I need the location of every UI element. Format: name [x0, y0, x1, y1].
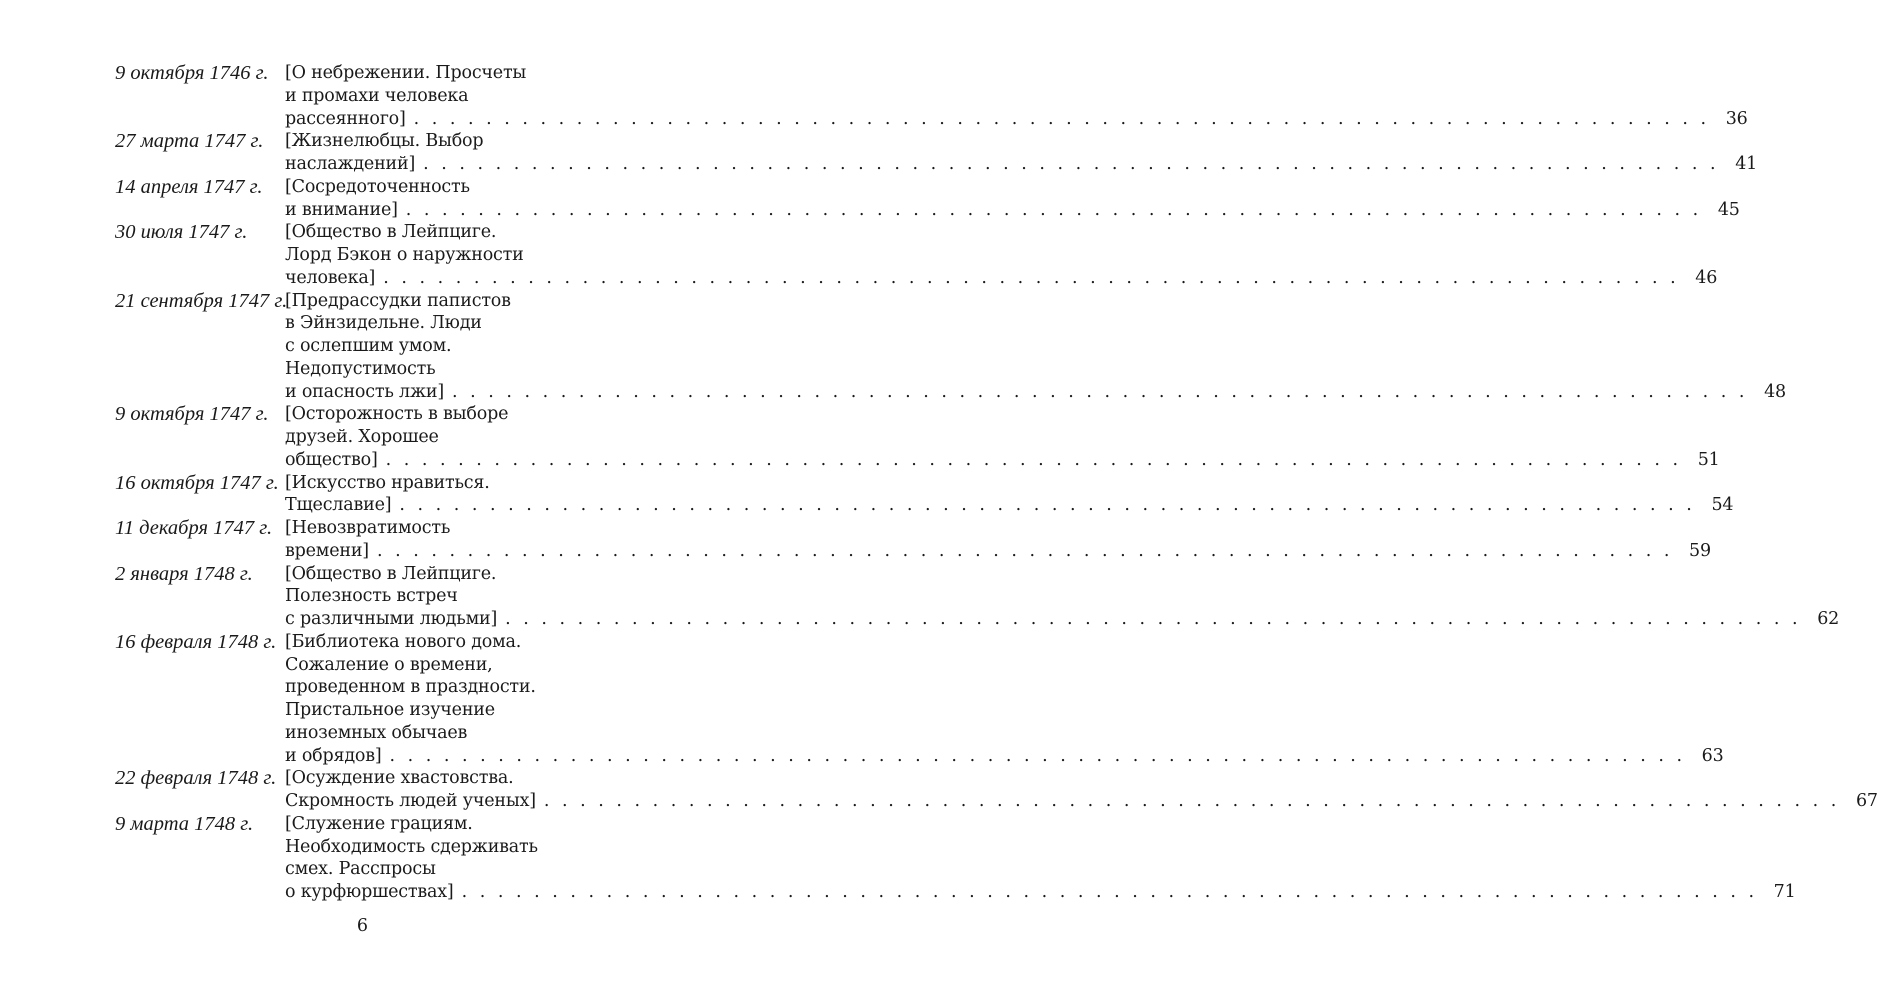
- entry-content: [285, 403, 1720, 471]
- entry-content: [285, 176, 1740, 222]
- entry-last-line: [285, 881, 1796, 904]
- entry-title-line: Пристальное изучение: [285, 700, 495, 720]
- dot-leader: [462, 881, 1758, 904]
- entry-title-line: Сожаление о времени,: [285, 654, 493, 675]
- entry-page-number: 63: [1701, 745, 1724, 766]
- entry-last-line: [285, 449, 1720, 472]
- entry-date: 22 февраля 1748 г.: [115, 767, 277, 790]
- entry-date: 9 октября 1747 г.: [115, 403, 269, 426]
- dot-leader: [505, 608, 1801, 631]
- entry-date: 9 октября 1746 г.: [115, 62, 269, 84]
- entry-content: [285, 62, 1748, 130]
- entry-title-line: [Служение грациям.: [285, 813, 473, 834]
- entry-title-line: и опасность лжи]: [285, 381, 444, 402]
- dot-leader: [406, 199, 1702, 222]
- entry-date: 11 декабря 1747 г.: [115, 517, 273, 539]
- entry-title-line: проведенном в праздности.: [285, 677, 536, 698]
- entry-title-line: [Искусство нравиться.: [285, 472, 490, 493]
- entry-content: [285, 472, 1733, 518]
- entry-title-line: друзей. Хорошее: [285, 427, 439, 447]
- entry-title-line: [Предрассудки папистов: [285, 290, 511, 311]
- entry-last-line: [285, 790, 1878, 813]
- dot-leader: [399, 494, 1695, 517]
- entry-date: 2 января 1748 г.: [115, 562, 253, 585]
- entry-title-line: общество]: [285, 449, 378, 470]
- entry-date: 27 марта 1747 г.: [115, 130, 264, 153]
- entry-last-line: [285, 108, 1748, 131]
- entry-title-line: в Эйнзидельне. Люди: [285, 313, 482, 334]
- toc-entry: [115, 471, 1734, 518]
- entry-last-line: [285, 381, 1786, 404]
- entry-last-line: [285, 608, 1839, 631]
- entry-page-number: 59: [1689, 540, 1711, 561]
- entry-title-line: [Общество в Лейпциге.: [285, 563, 497, 584]
- entry-date: 30 июля 1747 г.: [115, 221, 248, 244]
- dot-leader: [383, 267, 1679, 290]
- entry-last-line: [285, 153, 1757, 176]
- entry-title-line: смех. Расспросы: [285, 859, 436, 880]
- dot-leader: [423, 153, 1719, 176]
- entry-title-line: [Невозвратимость: [285, 518, 451, 538]
- entry-title-line: иноземных обычаев: [285, 722, 468, 743]
- dot-leader: [452, 381, 1748, 404]
- entry-last-line: [285, 199, 1740, 222]
- entry-title-line: рассеянного]: [285, 108, 406, 129]
- page-number: 6: [356, 916, 369, 936]
- entry-title-line: [Жизнелюбцы. Выбор: [285, 131, 484, 152]
- entry-title-line: с различными людьми]: [285, 609, 498, 629]
- entry-title-line: Недопустимость: [285, 358, 436, 379]
- entry-page-number: 45: [1717, 199, 1740, 220]
- toc-entry: [115, 517, 1711, 563]
- dot-leader: [386, 449, 1682, 472]
- toc-entry: [115, 289, 1786, 404]
- entry-content: [285, 221, 1717, 289]
- entry-content: [285, 517, 1711, 563]
- entry-title-line: времени]: [285, 540, 369, 561]
- entry-title-line: [Общество в Лейпциге.: [285, 222, 497, 243]
- entry-title-line: Скромность людей ученых]: [285, 791, 536, 811]
- dot-leader: [414, 108, 1710, 131]
- entry-content: [285, 290, 1786, 404]
- entry-content: [285, 563, 1839, 631]
- entry-title-line: [О небрежении. Просчеты: [285, 63, 527, 83]
- entry-title-line: Необходимость сдерживать: [285, 836, 538, 857]
- entry-title-line: [Сосредоточенность: [285, 176, 470, 197]
- entry-date: 21 сентября 1747 г.: [115, 289, 288, 312]
- entry-title-line: Лорд Бэкон о наружности: [285, 245, 524, 265]
- entry-title-line: человека]: [285, 267, 376, 288]
- toc-entry: [115, 403, 1720, 471]
- entry-date: 14 апреля 1747 г.: [115, 175, 263, 198]
- entry-last-line: [285, 540, 1711, 563]
- entry-page-number: 41: [1735, 154, 1758, 174]
- toc-entry: [115, 562, 1840, 631]
- entry-page-number: 46: [1695, 267, 1718, 288]
- dot-leader: [377, 540, 1673, 563]
- entry-page-number: 67: [1855, 791, 1878, 811]
- dot-leader: [544, 790, 1840, 813]
- entry-title-line: о курфюршествах]: [285, 882, 454, 902]
- entry-title-line: Тщеславие]: [285, 495, 392, 516]
- entry-content: [285, 130, 1757, 176]
- toc-entry: [115, 221, 1718, 289]
- toc-entry: [115, 767, 1878, 813]
- toc-entry: [115, 175, 1740, 222]
- entry-date: 16 октября 1747 г.: [115, 471, 279, 494]
- entry-title-line: Полезность встреч: [285, 586, 458, 607]
- entry-content: [285, 767, 1878, 813]
- toc-entry: [115, 812, 1796, 904]
- entry-title-line: [Осторожность в выборе: [285, 404, 509, 425]
- entry-title-line: и обрядов]: [285, 745, 382, 766]
- entry-content: [285, 631, 1724, 768]
- entry-page-number: 71: [1773, 882, 1796, 902]
- toc-entry: [115, 62, 1748, 130]
- entry-page-number: 51: [1697, 449, 1720, 470]
- entry-title-line: наслаждений]: [285, 154, 416, 174]
- entry-page-number: 62: [1817, 609, 1840, 629]
- entry-title-line: с ослепшим умом.: [285, 336, 452, 356]
- entry-title-line: и промахи человека: [285, 85, 469, 106]
- entry-page-number: 48: [1764, 381, 1786, 402]
- toc-entry: [115, 630, 1724, 768]
- table-of-contents: [115, 62, 1878, 904]
- entry-last-line: [285, 267, 1717, 290]
- entry-page-number: 54: [1711, 495, 1734, 516]
- entry-title-line: [Библиотека нового дома.: [285, 631, 522, 652]
- entry-title-line: [Осуждение хвастовства.: [285, 768, 514, 789]
- entry-last-line: [285, 745, 1724, 768]
- entry-title-line: и внимание]: [285, 199, 398, 220]
- entry-content: [285, 813, 1796, 904]
- toc-entry: [115, 130, 1758, 176]
- entry-date: 9 марта 1748 г.: [115, 812, 254, 835]
- entry-date: 16 февраля 1748 г.: [115, 630, 277, 653]
- dot-leader: [390, 745, 1686, 768]
- entry-last-line: [285, 494, 1733, 517]
- entry-page-number: 36: [1725, 108, 1748, 129]
